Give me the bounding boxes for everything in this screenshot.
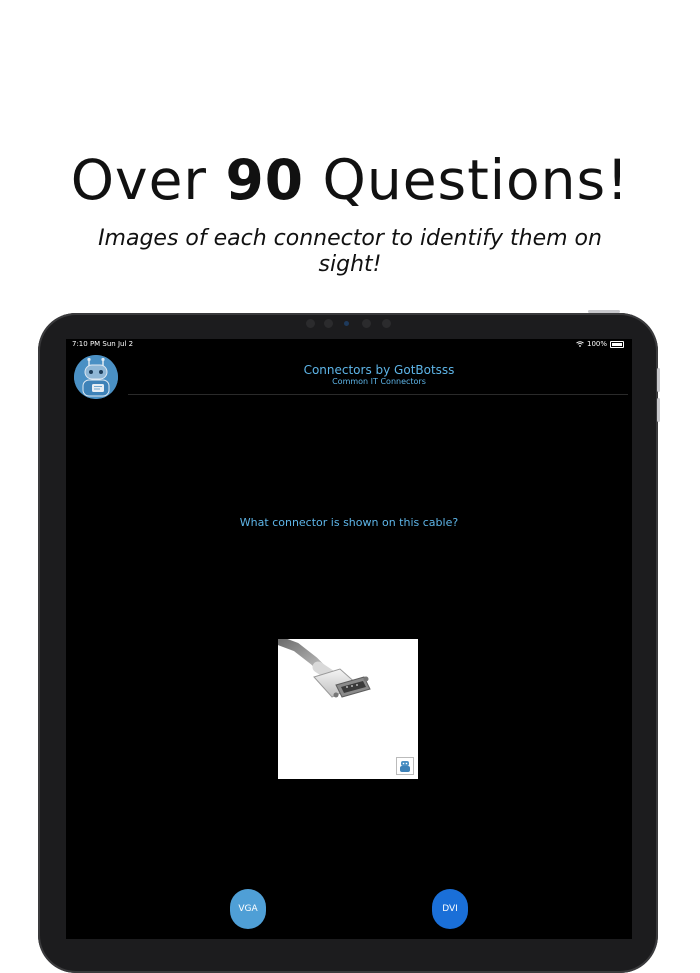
sensor-dot xyxy=(362,319,371,328)
sensor-dot xyxy=(324,319,333,328)
question-text: What connector is shown on this cable? xyxy=(239,516,459,529)
promo-subheadline: Images of each connector to identify them on sight! xyxy=(98,226,602,277)
app-screen xyxy=(66,339,632,939)
connector-photo xyxy=(278,639,418,779)
volume-down-button xyxy=(657,398,660,422)
status-bar xyxy=(66,339,632,351)
battery-icon xyxy=(610,341,624,348)
headline-number: 90 xyxy=(225,148,305,212)
status-time: 7:10 PM Sun Jul 2 xyxy=(72,340,134,348)
camera-housing xyxy=(300,319,400,329)
robot-watermark-icon xyxy=(396,757,414,775)
promo-headline xyxy=(0,148,700,212)
status-right xyxy=(576,340,624,348)
nav-divider xyxy=(128,394,628,395)
headline-prefix: Over xyxy=(70,148,208,212)
robot-watermark-graphic xyxy=(397,758,413,774)
answer-button-vga[interactable]: VGA xyxy=(230,889,266,929)
nav-title: Connectors by GotBotsss xyxy=(303,363,455,377)
top-button xyxy=(588,310,620,313)
headline-suffix: Questions! xyxy=(322,148,630,212)
wifi-icon xyxy=(576,341,584,347)
camera-lens-icon xyxy=(344,321,349,326)
sensor-dot xyxy=(382,319,391,328)
sensor-dot xyxy=(306,319,315,328)
answer-button-dvi[interactable]: DVI xyxy=(432,889,468,929)
battery-percent: 100% xyxy=(586,340,607,348)
nav-subtitle: Common IT Connectors xyxy=(332,377,426,386)
